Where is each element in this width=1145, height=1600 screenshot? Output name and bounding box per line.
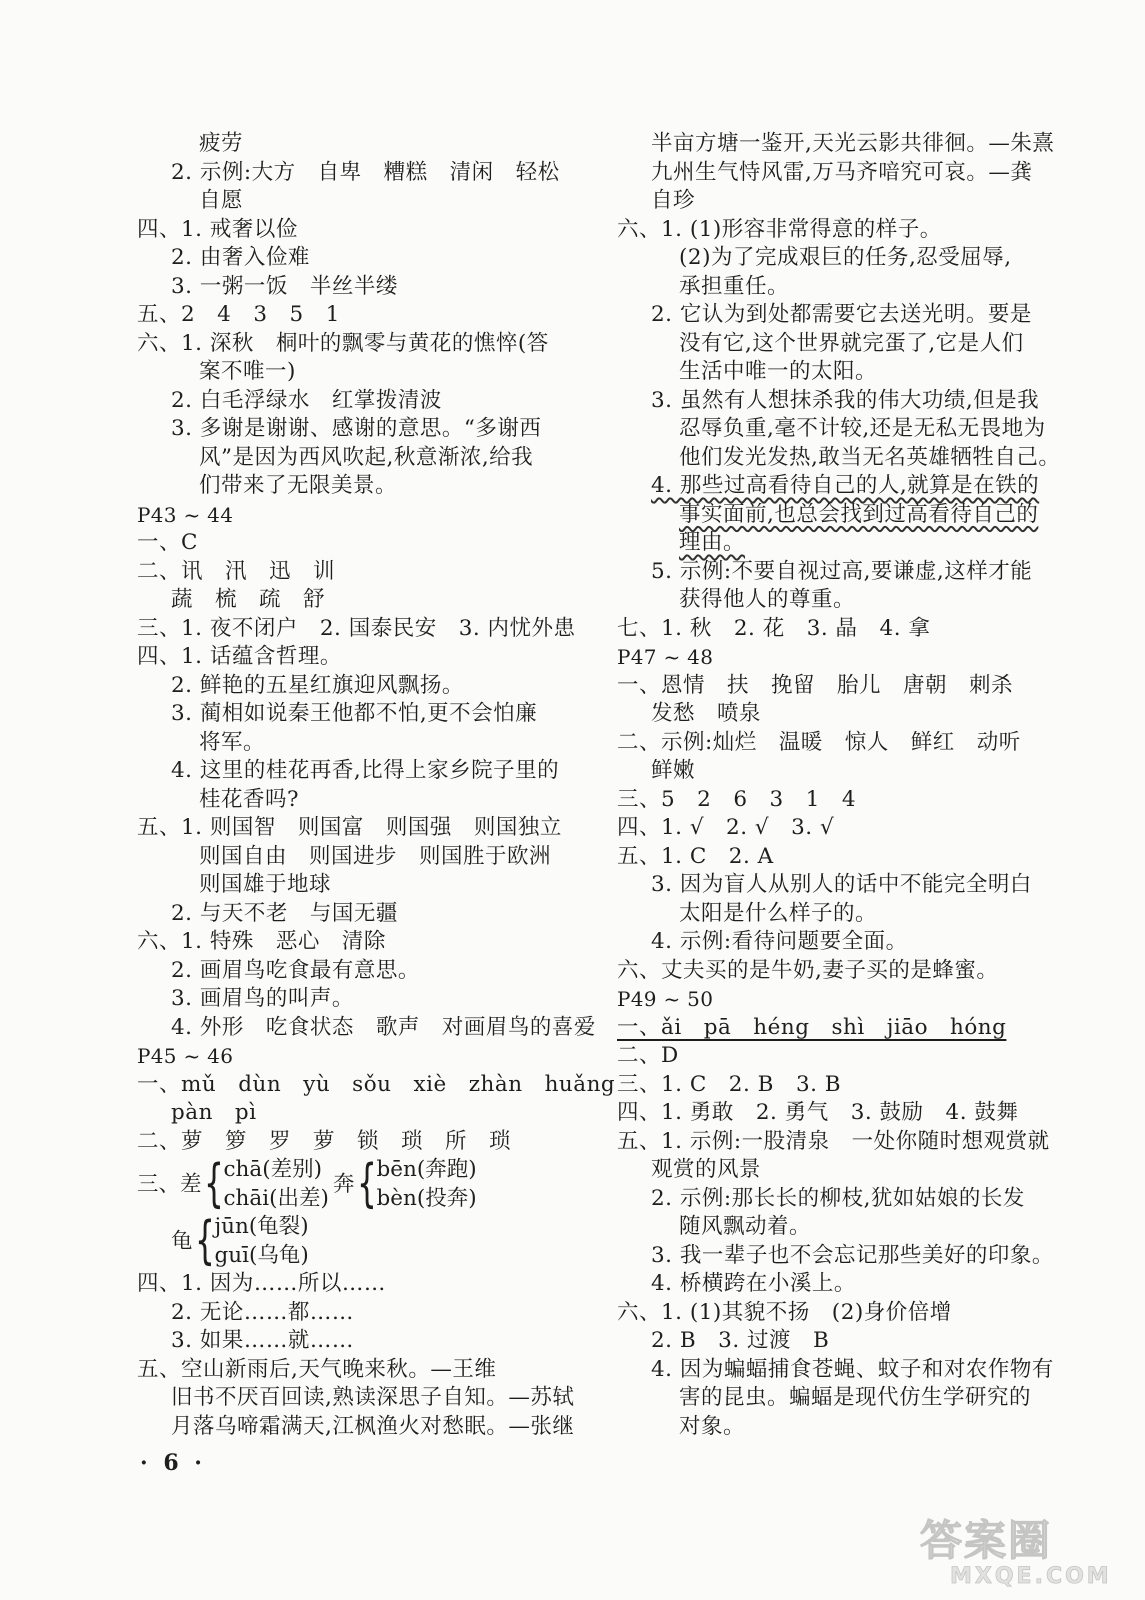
answer-text: 太阳是什么样子的。 <box>679 900 878 926</box>
section-heading <box>617 643 1027 672</box>
answer-line <box>137 415 577 444</box>
answer-line <box>137 615 577 644</box>
answer-text: 忍辱负重,毫不计较,还是无私无畏地为 <box>679 416 1046 441</box>
answer-text: 四、1. 戒奢以俭 <box>137 216 298 242</box>
answer-line <box>137 843 577 872</box>
answer-text: 对象。 <box>679 1413 746 1439</box>
polyphone-char: 三、差 <box>137 1172 202 1197</box>
brace-icon: { <box>203 1154 224 1214</box>
answer-line <box>617 301 1032 330</box>
answer-text: 3. 画眉鸟的叫声。 <box>171 986 354 1011</box>
answer-text: pàn pì <box>171 1100 257 1125</box>
right-column <box>617 130 1061 1441</box>
answer-text: 则国自由 则国进步 则国胜于欧洲 <box>199 843 552 869</box>
answer-line <box>137 871 577 900</box>
answer-line <box>137 1299 577 1328</box>
answer-line <box>137 1413 577 1442</box>
answer-line <box>137 244 577 273</box>
answer-text: 桂花香吗? <box>199 786 300 812</box>
answer-text: 五、2 4 3 5 1 <box>137 302 340 327</box>
answer-text: 3. 我一辈子也不会忘记那些美好的印象。 <box>651 1242 1054 1268</box>
answer-text: P45 ~ 46 <box>137 1044 234 1068</box>
answer-line <box>617 472 1040 501</box>
brace-icon: { <box>356 1154 377 1214</box>
answer-text: 4. 外形 吃食状态 歌声 对画眉鸟的喜爱 <box>171 1014 596 1040</box>
answer-text: 一、mǔ dùn yù sǒu xiè zhàn huǎng <box>137 1071 616 1097</box>
answer-text: 3. 如果……就…… <box>171 1328 354 1353</box>
answer-text: 随风飘动着。 <box>679 1214 812 1239</box>
answer-line <box>137 1384 577 1413</box>
answer-line <box>617 216 1027 245</box>
answer-text: 自愿 <box>199 188 244 213</box>
pinyin-reading: guī(乌龟) <box>214 1242 309 1268</box>
answer-text: 九州生气恃风雷,万马齐喑究可哀。—龚 <box>651 159 1033 185</box>
answer-line <box>137 301 577 330</box>
answer-text: 四、1. √ 2. √ 3. √ <box>617 815 835 840</box>
answer-text: 二、示例:灿烂 温暖 惊人 鲜红 动听 <box>617 729 1021 755</box>
answer-text: 自珍 <box>651 188 696 213</box>
answer-line <box>617 1356 1054 1385</box>
answer-text: 2. 白毛浮绿水 红掌拨清波 <box>171 387 442 413</box>
answer-line <box>617 928 1027 957</box>
answer-line <box>137 273 577 302</box>
answer-line <box>137 586 577 615</box>
answer-line <box>617 273 1027 302</box>
answer-line <box>137 643 577 672</box>
answer-text: 3. 虽然有人想抹杀我的伟大功绩,但是我 <box>651 387 1040 413</box>
answer-line <box>617 1413 1027 1442</box>
answer-text: 一、ǎi pā héng shì jiāo hóng <box>617 1014 1007 1040</box>
section-heading <box>617 985 1027 1014</box>
answer-text: (2)为了完成艰巨的任务,忍受屈辱, <box>679 245 1012 270</box>
brace-icon: { <box>194 1211 215 1271</box>
answer-line <box>137 159 577 188</box>
answer-line <box>137 358 577 387</box>
answer-line <box>617 1128 1050 1157</box>
answer-text: 疲劳 <box>199 131 244 156</box>
answer-text: 蔬 梳 疏 舒 <box>171 587 326 612</box>
answer-line <box>617 1299 1027 1328</box>
answer-text: 二、讯 汛 迅 训 <box>137 558 336 584</box>
answer-text: 六、1. (1)形容非常得意的样子。 <box>617 216 942 242</box>
answer-text: 六、丈夫买的是牛奶,妻子买的是蜂蜜。 <box>617 957 999 983</box>
answer-text: 5. 示例:不要自视过高,要谦虚,这样才能 <box>651 558 1033 584</box>
answer-text: 将军。 <box>199 729 266 755</box>
answer-line <box>137 1270 577 1299</box>
pinyin-reading: bèn(投奔) <box>376 1185 477 1211</box>
answer-text: 2. 示例:那长长的柳枝,犹如姑娘的长发 <box>651 1185 1025 1211</box>
answer-line <box>617 330 1027 359</box>
answer-line <box>137 1099 577 1128</box>
answer-line <box>137 444 577 473</box>
answer-text: 四、1. 话蕴含哲理。 <box>137 644 342 669</box>
answer-line <box>617 244 1027 273</box>
answer-text: 半亩方塘一鉴开,天光云影共徘徊。—朱熹 <box>651 131 1055 156</box>
answer-text: 发愁 喷泉 <box>651 701 762 726</box>
answer-text: 们带来了无限美景。 <box>199 473 398 498</box>
answer-line <box>137 672 577 701</box>
answer-text: 五、1. 则国智 则国富 则国强 则国独立 <box>137 815 562 840</box>
answer-text: 2. 由奢入俭难 <box>171 245 310 270</box>
answer-text: 3. 因为盲人从别人的话中不能完全明白 <box>651 872 1032 897</box>
answer-text: 害的昆虫。蝙蝠是现代仿生学研究的 <box>679 1385 1032 1410</box>
answer-line <box>617 558 1033 587</box>
answer-text: 七、1. 秋 2. 花 3. 晶 4. 拿 <box>617 615 931 641</box>
pinyin-reading: jūn(龟裂) <box>214 1214 309 1239</box>
answer-text: 一、C <box>137 530 198 555</box>
answer-line <box>137 900 577 929</box>
answer-line <box>617 957 1027 986</box>
answer-text: 则国雄于地球 <box>199 872 332 897</box>
answer-line <box>137 757 577 786</box>
answer-text: 获得他人的尊重。 <box>679 587 856 612</box>
answer-line <box>617 501 1039 530</box>
answer-text: P47 ~ 48 <box>617 645 714 669</box>
polyphone-group-row <box>137 1156 577 1213</box>
answer-text: P49 ~ 50 <box>617 987 714 1011</box>
polyphone-group-row <box>137 1213 577 1270</box>
answer-text: 2. B 3. 过渡 B <box>651 1328 830 1353</box>
answer-line <box>137 1014 596 1043</box>
answer-text: 生活中唯一的太阳。 <box>679 359 878 384</box>
answer-line <box>617 1185 1027 1214</box>
answer-line <box>617 700 1027 729</box>
answer-text: 他们发光发热,敢当无名英雄牺牲自己。 <box>679 444 1061 470</box>
answer-line <box>137 529 577 558</box>
answer-line <box>137 216 577 245</box>
answer-text: 2. 它认为到处都需要它去送光明。要是 <box>651 302 1032 327</box>
answer-text: 六、1. (1)其貌不扬 (2)身价倍增 <box>617 1299 952 1325</box>
answer-text: 4. 这里的桂花再香,比得上家乡院子里的 <box>171 758 560 783</box>
answer-line <box>617 187 1027 216</box>
answer-line <box>137 187 577 216</box>
answer-text: 2. 画眉鸟吃食最有意思。 <box>171 957 420 983</box>
answer-text: 二、D <box>617 1043 679 1068</box>
answer-line <box>137 957 577 986</box>
answer-text: 3. 多谢是谢谢、感谢的意思。“多谢西 <box>171 416 542 441</box>
answer-text: 2. 鲜艳的五星红旗迎风飘扬。 <box>171 672 464 698</box>
answer-line <box>617 130 1055 159</box>
answer-text: 事实面前,也总会找到过高看待自己的 <box>679 501 1039 527</box>
answer-line <box>137 130 577 159</box>
answer-line <box>137 1128 577 1157</box>
answer-text: 一、恩情 扶 挽留 胎儿 唐朝 刺杀 <box>617 672 1014 698</box>
answer-text: 五、1. C 2. A <box>617 843 774 869</box>
answer-line <box>617 1099 1027 1128</box>
answer-line <box>617 586 1027 615</box>
answer-text: 三、1. C 2. B 3. B <box>617 1071 842 1097</box>
answer-text: 4. 因为蝙蝠捕食苍蝇、蚊子和对农作物有 <box>651 1356 1054 1382</box>
section-heading <box>137 1042 577 1071</box>
answer-line <box>137 814 577 843</box>
answer-line <box>617 358 1027 387</box>
answer-text: 三、5 2 6 3 1 4 <box>617 786 857 812</box>
answer-text: 2. 无论……都…… <box>171 1299 354 1325</box>
answer-line <box>137 985 577 1014</box>
answer-line <box>617 159 1033 188</box>
answer-line <box>617 672 1027 701</box>
watermark-english: MXQE.COM <box>950 1564 1112 1589</box>
answer-text: 理由。 <box>679 530 746 555</box>
answer-line <box>617 1384 1032 1413</box>
answer-line <box>137 1356 577 1385</box>
answer-text: P43 ~ 44 <box>137 502 234 527</box>
left-column <box>137 130 616 1441</box>
answer-line <box>617 615 1027 644</box>
answer-text: 旧书不厌百回读,熟读深思子自知。—苏轼 <box>171 1385 575 1410</box>
answer-text: 承担重任。 <box>679 273 790 299</box>
answer-line <box>137 928 577 957</box>
answer-line <box>137 729 577 758</box>
answer-text: 4. 示例:看待问题要全面。 <box>651 929 908 954</box>
answer-line <box>617 387 1040 416</box>
pinyin-reading: bēn(奔跑) <box>376 1157 477 1182</box>
answer-text: 五、1. 示例:一股清泉 一处你随时想观赏就 <box>617 1128 1050 1154</box>
pinyin-reading: chā(差别) <box>223 1157 322 1182</box>
answer-text: 四、1. 勇敢 2. 勇气 3. 鼓励 4. 鼓舞 <box>617 1100 1019 1125</box>
answer-text: 4. 桥横跨在小溪上。 <box>651 1271 856 1296</box>
answer-text: 月落乌啼霜满天,江枫渔火对愁眠。—张继 <box>171 1413 575 1439</box>
answer-line <box>617 843 1027 872</box>
answer-line <box>137 700 577 729</box>
answer-line <box>617 415 1046 444</box>
answer-line <box>137 1071 616 1100</box>
answer-line <box>617 529 1027 558</box>
answer-line <box>137 558 577 587</box>
answer-line <box>617 1014 1027 1043</box>
answer-text: 案不唯一) <box>199 359 296 384</box>
answer-line <box>617 1327 1027 1356</box>
answer-line <box>137 330 577 359</box>
answer-line <box>617 1042 1027 1071</box>
polyphone-char: 龟 <box>171 1229 193 1254</box>
answer-text: 五、空山新雨后,天气晚来秋。—王维 <box>137 1356 497 1382</box>
answer-line <box>137 1327 577 1356</box>
answer-text: 鲜嫩 <box>651 758 696 783</box>
pinyin-reading: chāi(出差) <box>223 1185 329 1211</box>
answer-text: 四、1. 因为……所以…… <box>137 1271 386 1296</box>
answer-line <box>617 786 1027 815</box>
answer-text: 风”是因为西风吹起,秋意渐浓,给我 <box>199 444 534 470</box>
answer-line <box>617 1270 1027 1299</box>
answer-line <box>137 786 577 815</box>
answer-line <box>617 1213 1027 1242</box>
answer-text: 2. 示例:大方 自卑 糟糕 清闲 轻松 <box>171 159 560 185</box>
answer-line <box>617 444 1061 473</box>
answer-line <box>617 1156 1027 1185</box>
answer-line <box>617 1071 1027 1100</box>
section-heading <box>137 501 577 530</box>
answer-text: 观赏的风景 <box>651 1157 762 1182</box>
answer-text: 3. 蔺相如说秦王他都不怕,更不会怕廉 <box>171 701 538 726</box>
answer-text: 3. 一粥一饭 半丝半缕 <box>171 273 398 299</box>
watermark-chinese: 答案圈 <box>920 1516 1053 1565</box>
answer-text: 二、萝 箩 罗 萝 锁 琐 所 琐 <box>137 1128 512 1154</box>
polyphone-char: 奔 <box>333 1172 355 1197</box>
answer-text: 4. 那些过高看待自己的人,就算是在铁的 <box>651 473 1040 498</box>
answer-line <box>617 900 1027 929</box>
page-number: · 6 · <box>140 1450 206 1476</box>
answer-line <box>617 1242 1054 1271</box>
answer-text: 2. 与天不老 与国无疆 <box>171 900 398 926</box>
answer-line <box>617 871 1032 900</box>
answer-text: 六、1. 特殊 恶心 清除 <box>137 929 386 954</box>
answer-line <box>617 814 1027 843</box>
answer-line <box>137 387 577 416</box>
watermark-logo <box>920 1508 1125 1593</box>
answer-line <box>617 757 1027 786</box>
answer-text: 六、1. 深秋 桐叶的飘零与黄花的憔悴(答 <box>137 330 549 356</box>
answer-line <box>137 472 577 501</box>
answer-text: 没有它,这个世界就完蛋了,它是人们 <box>679 330 1024 356</box>
answer-line <box>617 729 1027 758</box>
answer-text: 三、1. 夜不闭户 2. 国泰民安 3. 内忧外患 <box>137 615 576 641</box>
